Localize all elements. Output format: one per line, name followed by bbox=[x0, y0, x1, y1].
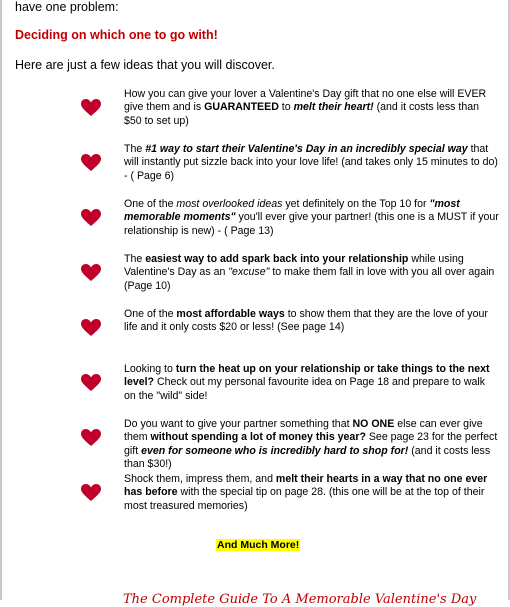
heart-icon bbox=[81, 429, 101, 447]
item-text: Looking to turn the heat up on your relationship or take things to the next level? Check out my personal favourite idea on Page 18 and prepare to walk on the "wild" side! bbox=[124, 363, 490, 402]
item-text: Shock them, impress them, and melt their hearts in a way that no one ever has before with the special tip on page 28. (this one will be at the top of their most treasured memories) bbox=[124, 473, 488, 512]
list-item bbox=[15, 253, 495, 308]
idea-list bbox=[15, 88, 499, 528]
item-text: The #1 way to start their Valentine's Day in an incredibly special way that will instantly put sizzle back into your love life! (and takes only 15 minutes to do) - ( Page 6) bbox=[124, 143, 498, 182]
and-much-more-highlight: And Much More! bbox=[217, 539, 300, 551]
heart-icon bbox=[81, 374, 101, 392]
item-text: How you can give your lover a Valentine's Day gift that no one else will EVER give them and is GUARANTEED to melt their heart! (and it costs less than $50 to set up) bbox=[124, 88, 487, 127]
list-item bbox=[15, 363, 495, 418]
subheading: Deciding on which one to go with! bbox=[15, 28, 218, 42]
list-item bbox=[15, 308, 495, 363]
footer-title: The Complete Guide To A Memorable Valentine's Day bbox=[123, 592, 477, 607]
intro-text: have one problem: bbox=[15, 0, 119, 14]
page-border-left bbox=[0, 0, 2, 600]
list-item bbox=[15, 418, 498, 473]
list-item bbox=[15, 88, 495, 143]
heart-icon bbox=[81, 209, 101, 227]
lead-text: Here are just a few ideas that you will discover. bbox=[15, 58, 275, 72]
item-text: One of the most overlooked ideas yet definitely on the Top 10 for "most memorable moments" you'll ever give your partner! (this one is a MUST if your relationship is new) - ( Page 13) bbox=[124, 198, 499, 237]
item-text: One of the most affordable ways to show them that they are the love of your life and it only costs $20 or less! (See page 14) bbox=[124, 308, 488, 334]
heart-icon bbox=[81, 319, 101, 337]
list-item bbox=[15, 143, 498, 198]
list-item bbox=[15, 473, 495, 528]
heart-icon bbox=[81, 264, 101, 282]
list-item bbox=[15, 198, 499, 253]
heart-icon bbox=[81, 99, 101, 117]
item-text: Do you want to give your partner something that NO ONE else can ever give them without spending a lot of money this year? See page 23 for the perfect gift even for someone who is incredibly hard to shop for! (and it costs less than $30!) bbox=[124, 418, 498, 471]
heart-icon bbox=[81, 484, 101, 502]
heart-icon bbox=[81, 154, 101, 172]
item-text: The easiest way to add spark back into your relationship while using Valentine's Day as an "excuse" to make them fall in love with you all over again (Page 10) bbox=[124, 253, 495, 292]
